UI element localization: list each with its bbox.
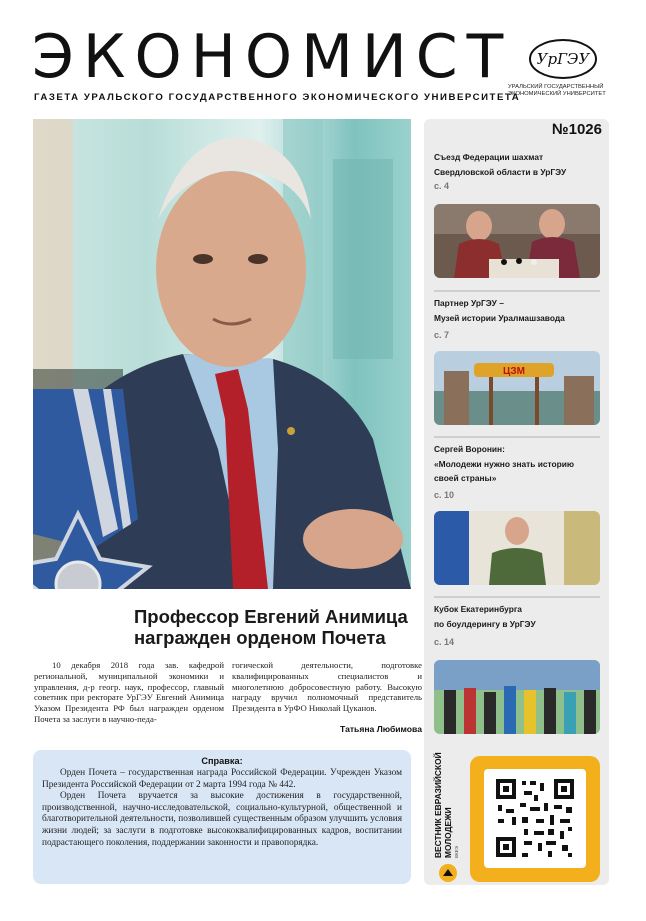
article-author: Татьяна Любимова [340,724,422,734]
sidebar-item-bouldering-title[interactable] [434,602,604,631]
title-line: Кубок Екатеринбурга [434,604,522,614]
main-headline: Профессор Евгений Анимица награжден орденом Почета [134,606,408,648]
museum-photo [434,351,600,425]
bouldering-photo [434,660,600,734]
triangle-up-icon [439,864,457,882]
sidebar-item-bouldering-page: с. 14 [434,637,455,647]
logo-text: УрГЭУ [536,50,590,68]
article-column-1: 10 декабря 2018 года зав. кафедрой региональной, муниципальной экономики и управления, д-р геогр. наук, профессор, главный советник при ректорате УрГЭУ Евгений Анимица Указом Президента РФ был награжден орденом Почета за заслуги в научно-педа- [34,660,224,724]
sidebar-divider [434,436,600,438]
article-column-2: гогической деятельности, подготовке квалифицированных специалистов и многолетнюю добросовестную работу. Высокую награду вручил полномочный представитель Президента в УрФО Николай Цуканов. [232,660,422,714]
info-title: Справка: [201,756,243,766]
title-line: «Молодежи нужно знать историю [434,458,575,469]
voronin-photo [434,511,600,585]
info-paragraph-2: Орден Почета вручается за высокие достижения в государственной, производственной, научно-исследовательской, социально-культурной, общественной и благотворительной деятельности, позволившей существенным образом улучшить условия жизни людей; за заслуги в подготовке высококвалифицированных кадров, воспитании подрастающего поколения, поддержании законности и правопорядка. [42,791,402,848]
vestnik-line2: МОЛОДЕЖИ [443,807,453,858]
sidebar-item-museum-title[interactable] [434,296,604,325]
sidebar-divider [434,290,600,292]
qr-code[interactable] [484,769,586,868]
sidebar-item-museum-page: с. 7 [434,330,450,340]
chess-photo [434,204,600,278]
portrait-illustration [33,119,411,589]
hero-photo [33,119,411,589]
newspaper-subtitle: ГАЗЕТА УРАЛЬСКОГО ГОСУДАРСТВЕННОГО ЭКОНОМИЧЕСКОГО УНИВЕРСИТЕТА [34,92,521,103]
issue-number: №1026 [551,121,602,138]
sidebar-item-voronin-title[interactable] [434,442,604,486]
play-arrow-button[interactable] [439,864,457,882]
title-line: по боулдерингу в УрГЭУ [434,618,536,629]
title-line: Свердловской области в УрГЭУ [434,166,567,177]
university-logo [527,37,599,81]
vestnik-small: ВКЕЭ [454,846,459,858]
sidebar-item-chess-page: с. 4 [434,181,450,191]
vestnik-line1: ВЕСТНИК ЕВРАЗИЙСКОЙ [433,752,443,858]
info-text [42,768,402,849]
vestnik-label [430,752,460,860]
info-paragraph-1: Орден Почета – государственная награда Российской Федерации. Учрежден Указом Президента Российской Федерации от 2 марта 1994 года № 442. [42,768,402,790]
sidebar-item-voronin-page: с. 10 [434,490,455,500]
sidebar-divider [434,596,600,598]
title-line: Съезд Федерации шахмат [434,152,544,162]
sidebar-item-chess-title[interactable] [434,150,604,179]
title-line: Сергей Воронин: [434,444,505,454]
logo-caption: УРАЛЬСКИЙ ГОСУДАРСТВЕННЫЙ ЭКОНОМИЧЕСКИЙ УНИВЕРСИТЕТ [508,84,606,97]
title-line: Музей истории Уралмашзавода [434,312,565,323]
newspaper-title: ЭКОНОМИСТ [32,22,513,92]
title-line: Партнер УрГЭУ – [434,298,504,308]
uzm-sign-text: ЦЗМ [503,366,525,377]
qr-code-icon [484,769,586,868]
title-line: своей страны» [434,473,497,483]
